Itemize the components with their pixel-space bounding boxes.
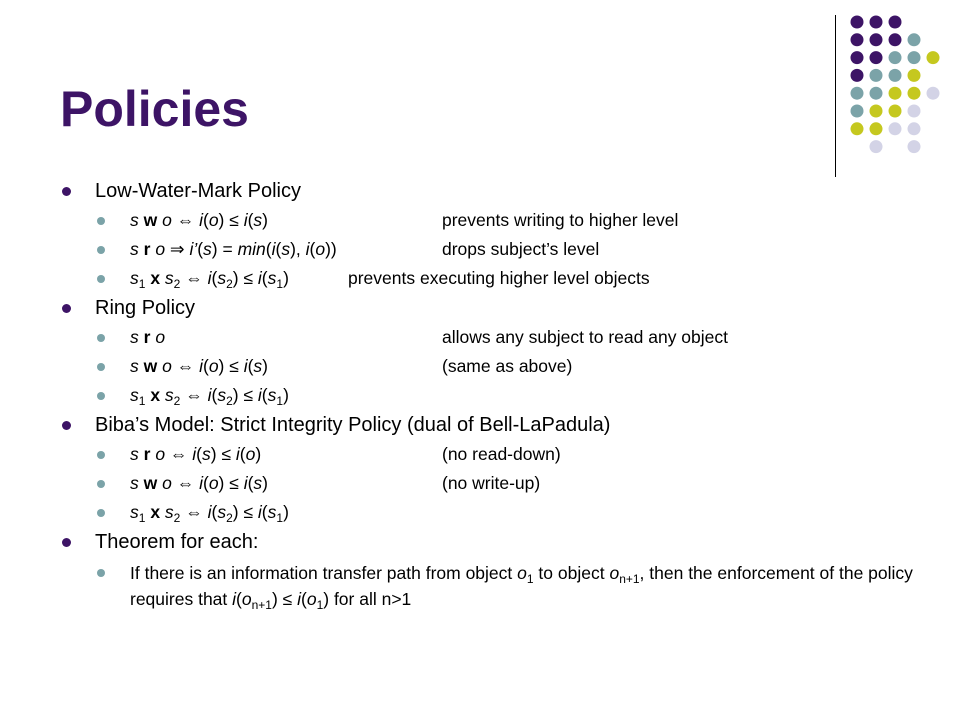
section-heading-biba-model: Biba’s Model: Strict Integrity Policy (dual of Bell-LaPadula) (60, 410, 940, 440)
rule-item (60, 235, 940, 264)
section-heading-ring-policy: Ring Policy (60, 293, 940, 323)
decorative-dot (851, 122, 864, 135)
rule-item (60, 206, 940, 235)
slide-content (60, 176, 940, 615)
rule-item (60, 498, 940, 527)
bullet-icon (62, 187, 71, 196)
bullet-icon (97, 569, 105, 577)
rule-note: prevents writing to higher level (442, 210, 679, 230)
rule-note: (no write-up) (442, 473, 541, 493)
rule-formula: s r o ⇔ i(s) ≤ i(o) (130, 444, 262, 464)
rule-item (60, 264, 940, 293)
rule-note: (no read-down) (442, 444, 561, 464)
bullet-icon (97, 509, 105, 517)
rule-formula: $s_1$ x $s_2$ ⇔ $i(s_2) \le i(s_1)$ (130, 502, 289, 525)
rule-note: (same as above) (442, 356, 573, 376)
rule-item (60, 469, 940, 498)
bullet-icon (97, 217, 105, 225)
decorative-dot (889, 33, 902, 46)
decorative-dot (851, 105, 864, 118)
decorative-dot (927, 87, 940, 100)
bullet-icon (62, 421, 71, 430)
rule-formula: s w o ⇔ i(o) ≤ i(s) (130, 473, 268, 493)
rule-item (60, 440, 940, 469)
rule-note: prevents executing higher level objects (348, 268, 650, 288)
bullet-icon (97, 246, 105, 254)
decorative-dot (889, 87, 902, 100)
decorative-dot (870, 140, 883, 153)
decorative-dot (851, 51, 864, 64)
theorem-text: If there is an information transfer path from object $o_1$ to object $o_{n+1}$, then the enforcement of the policy requires that $i(o_{n+1}) \le i(o_1)$ for all n>1 (60, 563, 960, 615)
decorative-dot (927, 51, 940, 64)
rule-item (60, 323, 940, 352)
bullet-icon (97, 275, 105, 283)
decorative-dot (870, 105, 883, 118)
decorative-dot (870, 122, 883, 135)
decorative-dot (908, 105, 921, 118)
rule-item (60, 381, 940, 410)
bullet-icon (62, 538, 71, 547)
decorative-dot (870, 87, 883, 100)
section-heading-low-water-mark: Low-Water-Mark Policy (60, 176, 940, 206)
bullet-icon (97, 334, 105, 342)
bullet-icon (62, 304, 71, 313)
decorative-dot (870, 51, 883, 64)
rule-note: allows any subject to read any object (442, 327, 728, 347)
decorative-dot (908, 51, 921, 64)
decorative-dot (851, 69, 864, 82)
decorative-dot (908, 87, 921, 100)
decorative-dot (908, 140, 921, 153)
decorative-dot (870, 16, 883, 29)
bullet-icon (97, 451, 105, 459)
decorative-dot (889, 69, 902, 82)
decorative-dot (908, 122, 921, 135)
decorative-dot (889, 51, 902, 64)
decorative-dot (889, 122, 902, 135)
rule-formula: s w o ⇔ i(o) ≤ i(s) (130, 356, 268, 376)
bullet-icon (97, 480, 105, 488)
rule-formula: s w o ⇔ i(o) ≤ i(s) (130, 210, 268, 230)
decorative-dot (851, 33, 864, 46)
rule-formula: s r o (130, 327, 166, 347)
rule-formula: $s_1$ x $s_2$ ⇔ $i(s_2) \le i(s_1)$ (130, 385, 289, 408)
section-heading-theorem: Theorem for each: (60, 527, 940, 557)
bullet-icon (97, 363, 105, 371)
bullet-icon (97, 392, 105, 400)
decorative-dot (889, 105, 902, 118)
vertical-divider (835, 15, 836, 177)
rule-item (60, 352, 940, 381)
rule-formula: s r o ⇒ i’(s) = min(i(s), i(o)) (130, 239, 337, 259)
rule-formula: $s_1$ x $s_2$ ⇔ $i(s_2) \le i(s_1)$ (130, 268, 289, 291)
rule-note: drops subject’s level (442, 239, 600, 259)
page-title: Policies (60, 81, 249, 137)
decorative-dot (908, 33, 921, 46)
decorative-dot (870, 33, 883, 46)
decorative-dot (870, 69, 883, 82)
decorative-dot (851, 87, 864, 100)
decorative-dot (908, 69, 921, 82)
decorative-dot (851, 16, 864, 29)
decorative-dot (889, 16, 902, 29)
